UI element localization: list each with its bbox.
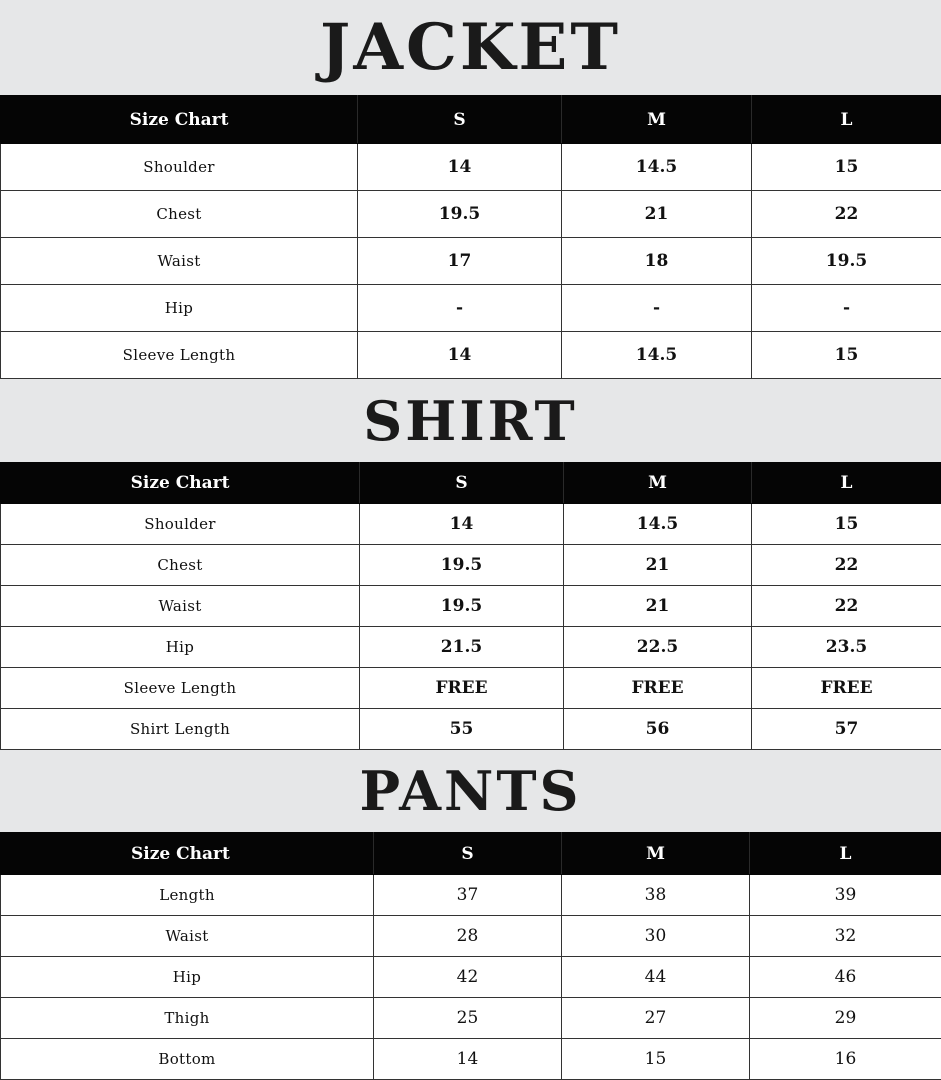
pants-size-table xyxy=(0,832,941,1080)
row-label: Hip xyxy=(1,285,358,332)
value-m: 30 xyxy=(562,916,750,957)
value-s: 55 xyxy=(360,709,564,750)
value-m: 27 xyxy=(562,998,750,1039)
table-row xyxy=(1,875,941,916)
table-header-row xyxy=(1,463,941,504)
value-s: 21.5 xyxy=(360,627,564,668)
row-label: Shoulder xyxy=(1,504,360,545)
value-l: 23.5 xyxy=(752,627,941,668)
value-m: FREE xyxy=(564,668,752,709)
table-row xyxy=(1,998,941,1039)
value-s: 14 xyxy=(360,504,564,545)
row-label: Waist xyxy=(1,916,374,957)
value-m: 38 xyxy=(562,875,750,916)
row-label: Shoulder xyxy=(1,144,358,191)
value-l: 22 xyxy=(752,586,941,627)
table-row xyxy=(1,627,941,668)
value-s: - xyxy=(358,285,562,332)
value-m: 14.5 xyxy=(564,504,752,545)
row-label: Sleeve Length xyxy=(1,668,360,709)
table-row xyxy=(1,709,941,750)
value-l: 46 xyxy=(750,957,941,998)
header-size-m: M xyxy=(562,96,752,144)
table-row xyxy=(1,668,941,709)
value-l: 15 xyxy=(752,144,941,191)
value-s: 14 xyxy=(358,144,562,191)
row-label: Hip xyxy=(1,627,360,668)
value-l: 15 xyxy=(752,504,941,545)
value-m: 22.5 xyxy=(564,627,752,668)
value-l: 22 xyxy=(752,545,941,586)
value-m: - xyxy=(562,285,752,332)
table-row xyxy=(1,545,941,586)
value-l: - xyxy=(752,285,941,332)
row-label: Length xyxy=(1,875,374,916)
table-row xyxy=(1,285,941,332)
header-size-l: L xyxy=(750,833,941,875)
row-label: Shirt Length xyxy=(1,709,360,750)
value-s: 25 xyxy=(374,998,562,1039)
row-label: Bottom xyxy=(1,1039,374,1080)
value-m: 15 xyxy=(562,1039,750,1080)
value-l: 22 xyxy=(752,191,941,238)
value-m: 21 xyxy=(564,586,752,627)
value-m: 21 xyxy=(564,545,752,586)
value-s: 19.5 xyxy=(360,586,564,627)
header-size-s: S xyxy=(374,833,562,875)
header-size-m: M xyxy=(562,833,750,875)
table-row xyxy=(1,504,941,545)
table-row xyxy=(1,332,941,379)
header-size-l: L xyxy=(752,96,941,144)
value-s: 28 xyxy=(374,916,562,957)
value-l: 29 xyxy=(750,998,941,1039)
header-size-m: M xyxy=(564,463,752,504)
table-header-row xyxy=(1,96,941,144)
header-size-chart: Size Chart xyxy=(1,833,374,875)
value-l: 16 xyxy=(750,1039,941,1080)
row-label: Chest xyxy=(1,191,358,238)
value-s: 14 xyxy=(358,332,562,379)
row-label: Hip xyxy=(1,957,374,998)
table-row xyxy=(1,238,941,285)
value-m: 44 xyxy=(562,957,750,998)
header-size-l: L xyxy=(752,463,941,504)
row-label: Chest xyxy=(1,545,360,586)
header-size-chart: Size Chart xyxy=(1,463,360,504)
jacket-size-table xyxy=(0,95,941,379)
row-label: Thigh xyxy=(1,998,374,1039)
table-header-row xyxy=(1,833,941,875)
shirt-section-title: SHIRT xyxy=(0,379,941,462)
row-label: Waist xyxy=(1,586,360,627)
value-l: FREE xyxy=(752,668,941,709)
value-l: 57 xyxy=(752,709,941,750)
value-s: 37 xyxy=(374,875,562,916)
row-label: Sleeve Length xyxy=(1,332,358,379)
header-size-s: S xyxy=(358,96,562,144)
header-size-s: S xyxy=(360,463,564,504)
value-m: 56 xyxy=(564,709,752,750)
value-m: 18 xyxy=(562,238,752,285)
value-m: 21 xyxy=(562,191,752,238)
table-row xyxy=(1,1039,941,1080)
table-row xyxy=(1,916,941,957)
value-m: 14.5 xyxy=(562,144,752,191)
table-row xyxy=(1,586,941,627)
jacket-section-title: JACKET xyxy=(0,0,941,95)
value-l: 15 xyxy=(752,332,941,379)
header-size-chart: Size Chart xyxy=(1,96,358,144)
value-l: 39 xyxy=(750,875,941,916)
table-row xyxy=(1,191,941,238)
table-row xyxy=(1,957,941,998)
pants-section-title: PANTS xyxy=(0,750,941,832)
value-l: 32 xyxy=(750,916,941,957)
table-row xyxy=(1,144,941,191)
value-s: 14 xyxy=(374,1039,562,1080)
shirt-size-table xyxy=(0,462,941,750)
value-s: 19.5 xyxy=(360,545,564,586)
value-s: FREE xyxy=(360,668,564,709)
value-s: 42 xyxy=(374,957,562,998)
value-s: 17 xyxy=(358,238,562,285)
value-s: 19.5 xyxy=(358,191,562,238)
row-label: Waist xyxy=(1,238,358,285)
value-m: 14.5 xyxy=(562,332,752,379)
value-l: 19.5 xyxy=(752,238,941,285)
